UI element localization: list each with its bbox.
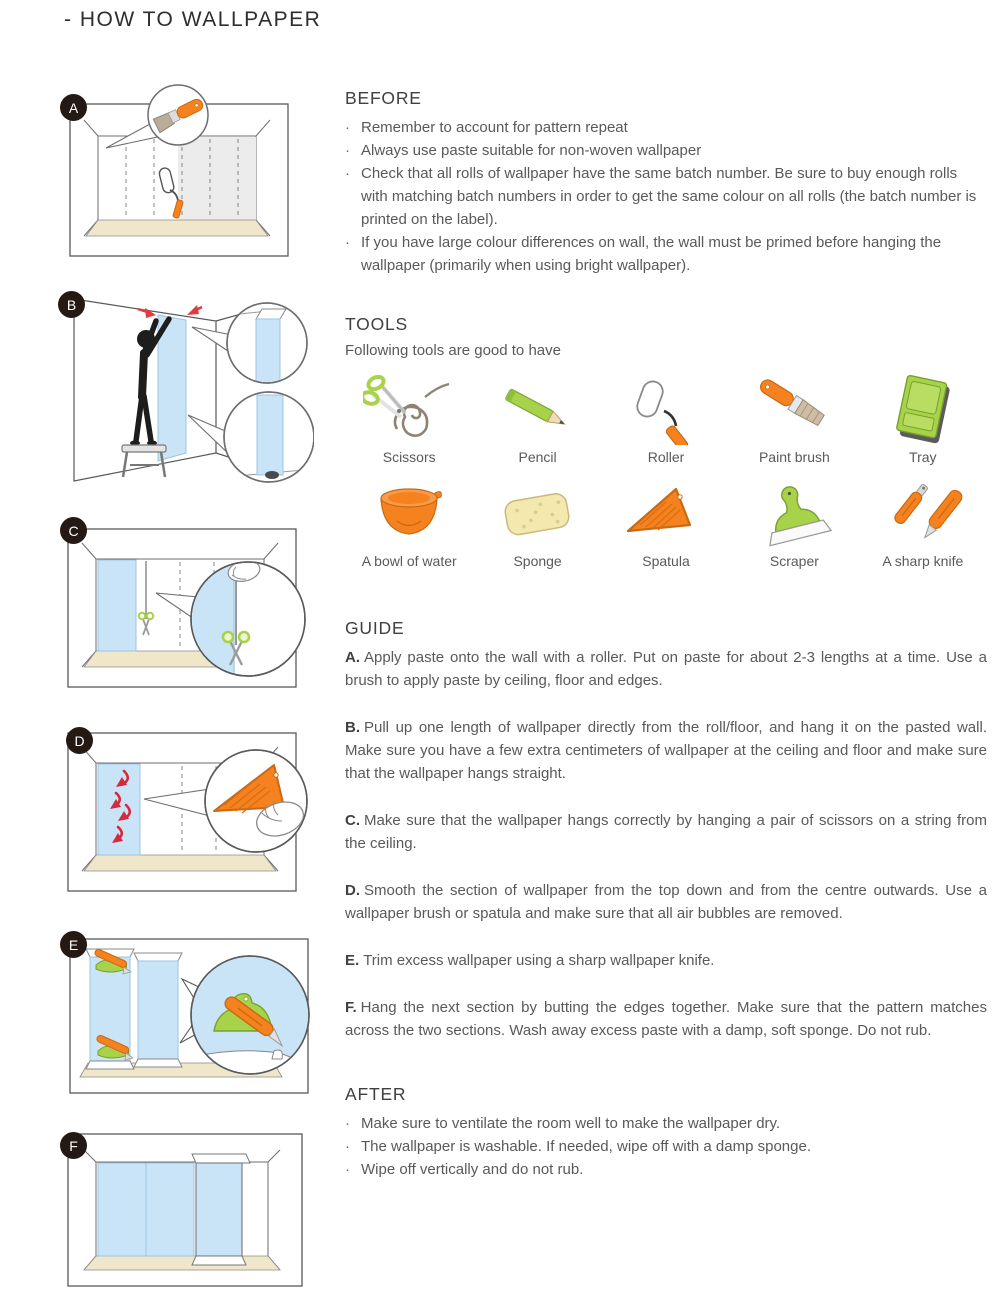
- spatula-icon: [620, 479, 712, 549]
- step-c-figure: [58, 505, 310, 707]
- step-b-figure: [58, 283, 314, 495]
- step-d-figure: [58, 713, 310, 911]
- step-c-badge: C: [60, 517, 87, 544]
- bullet-dot-icon: ·: [345, 234, 350, 251]
- bowl-of-water-icon: [363, 479, 455, 549]
- tool-label: Tray: [909, 449, 937, 465]
- guide-step-f: F. Hang the next section by butting the edges together. Make sure that the pattern matches across the two sections. Wash away excess paste with a damp, soft sponge. Do not rub.: [345, 999, 987, 1039]
- tools-grid: [345, 375, 987, 569]
- step-a-badge: A: [60, 94, 87, 121]
- before-item: · If you have large colour differences on wall, the wall must be primed before hanging the wallpaper (primarily when using bright wallpaper).: [345, 231, 987, 277]
- tools-heading: TOOLS: [345, 314, 409, 334]
- guide-heading: GUIDE: [345, 618, 405, 638]
- bullet-dot-icon: ·: [345, 1115, 350, 1132]
- scissors-icon: [363, 375, 455, 445]
- bullet-dot-icon: ·: [345, 119, 350, 136]
- scraper-icon: [748, 479, 840, 549]
- tools-section: [345, 314, 987, 569]
- after-heading: AFTER: [345, 1084, 407, 1104]
- tray-icon: [877, 375, 969, 445]
- tool-pencil: [473, 375, 601, 465]
- step-b-illustration: [58, 283, 314, 495]
- step-b-badge: B: [58, 291, 85, 318]
- step-a-figure: [58, 84, 300, 264]
- sharp-knife-icon: [877, 479, 969, 549]
- before-section: [345, 88, 987, 277]
- tool-label: Scissors: [382, 449, 436, 465]
- after-item: · Make sure to ventilate the room well to make the wallpaper dry.: [345, 1112, 987, 1135]
- paint-brush-icon: [748, 375, 840, 445]
- step-e-badge: E: [60, 931, 87, 958]
- after-item: · The wallpaper is washable. If needed, wipe off with a damp sponge.: [345, 1135, 987, 1158]
- guide-step-b: B. Pull up one length of wallpaper directly from the roll/floor, and hang it on the pasted wall. Make sure you have a few extra centimeters of wallpaper at the ceiling and floor and make sure that the wallpaper hangs straight.: [345, 719, 987, 782]
- tool-bowl-of-water: [345, 479, 473, 569]
- tool-scissors: [345, 375, 473, 465]
- tool-tray: [859, 375, 987, 465]
- tool-scraper: [730, 479, 858, 569]
- step-a-illustration: [58, 84, 300, 264]
- step-f-figure: [58, 1122, 310, 1292]
- after-section: [345, 1084, 987, 1181]
- before-item: · Check that all rolls of wallpaper have the same batch number. Be sure to buy enough rolls with matching batch numbers in order to get the same colour on all rolls (the batch number is printed on the label).: [345, 162, 987, 231]
- bullet-dot-icon: ·: [345, 165, 350, 182]
- bullet-dot-icon: ·: [345, 1138, 350, 1155]
- step-d-badge: D: [66, 727, 93, 754]
- tools-subtitle: Following tools are good to have: [345, 342, 561, 359]
- step-e-illustration: [58, 923, 322, 1105]
- before-item: · Always use paste suitable for non-woven wallpaper: [345, 139, 987, 162]
- tool-label: Pencil: [518, 449, 557, 465]
- step-e-figure: [58, 923, 322, 1105]
- tool-label: Scraper: [769, 553, 819, 569]
- tool-paint-brush: [730, 375, 858, 465]
- step-d-illustration: [58, 713, 310, 911]
- roller-icon: [620, 375, 712, 445]
- after-item: · Wipe off vertically and do not rub.: [345, 1158, 987, 1181]
- pencil-icon: [492, 375, 584, 445]
- sponge-icon: [492, 479, 584, 549]
- guide-step-d: D. Smooth the section of wallpaper from the top down and from the centre outwards. Use a wallpaper brush or spatula and make sure that all air bubbles are removed.: [345, 882, 987, 922]
- page-title: - HOW TO WALLPAPER: [64, 8, 322, 31]
- before-heading: BEFORE: [345, 88, 422, 108]
- tool-sharp-knife: [859, 479, 987, 569]
- tool-label: A sharp knife: [882, 553, 964, 569]
- tool-label: Paint brush: [758, 449, 830, 465]
- bullet-dot-icon: ·: [345, 142, 350, 159]
- tool-sponge: [473, 479, 601, 569]
- before-item: · Remember to account for pattern repeat: [345, 116, 987, 139]
- guide-step-c: C. Make sure that the wallpaper hangs correctly by hanging a pair of scissors on a string from the ceiling.: [345, 812, 987, 852]
- tool-label: Sponge: [513, 553, 562, 569]
- step-f-badge: F: [60, 1132, 87, 1159]
- guide-step-a: A. Apply paste onto the wall with a roller. Put on paste for about 2-3 lengths at a time. Use a brush to apply paste by ceiling, floor and edges.: [345, 649, 987, 689]
- tool-spatula: [602, 479, 730, 569]
- step-f-illustration: [58, 1122, 310, 1292]
- tool-label: Roller: [647, 449, 685, 465]
- tool-label: Spatula: [642, 553, 690, 569]
- guide-step-e: E. Trim excess wallpaper using a sharp wallpaper knife.: [345, 952, 715, 969]
- step-c-illustration: [58, 505, 310, 707]
- guide-section: [345, 618, 987, 1066]
- tool-label: A bowl of water: [361, 553, 457, 569]
- bullet-dot-icon: ·: [345, 1161, 350, 1178]
- tool-roller: [602, 375, 730, 465]
